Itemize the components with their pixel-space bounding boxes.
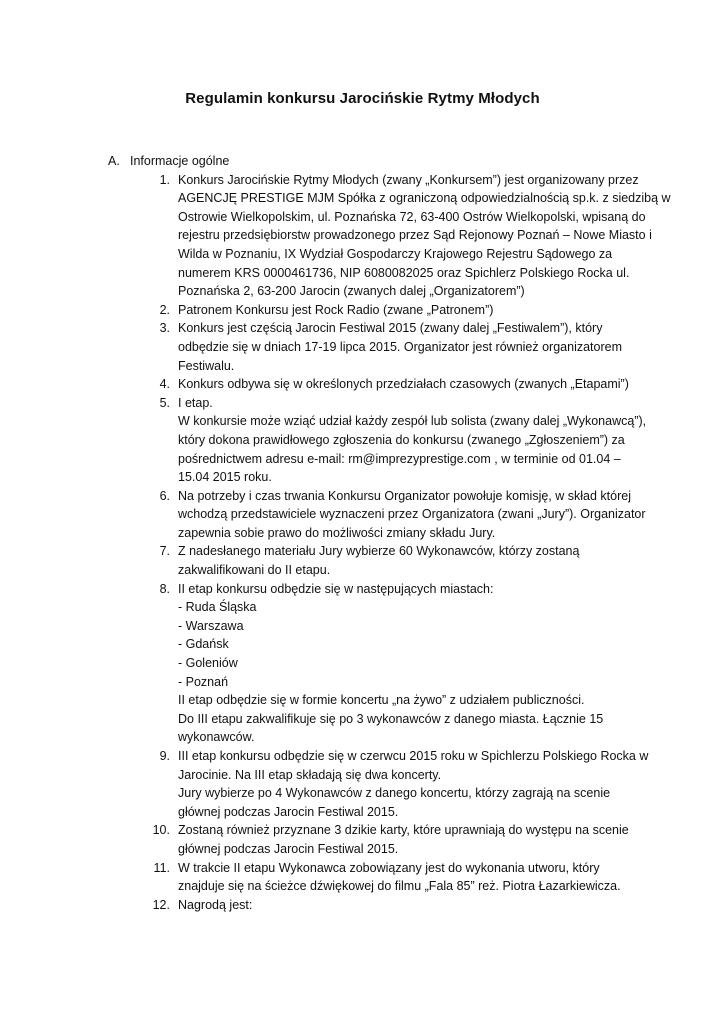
text-line: Z nadesłanego materiału Jury wybierze 60 Wykonawców, którzy zostaną — [178, 544, 580, 559]
text-line: Patronem Konkursu jest Rock Radio (zwane „Patronem”) — [178, 302, 494, 317]
list-item-number: 10. — [152, 823, 170, 838]
text-line: pośrednictwem adresu e-mail: rm@imprezyprestige.com , w terminie od 01.04 – — [178, 451, 621, 466]
list-item-text — [178, 487, 646, 543]
document-title: Regulamin konkursu Jarocińskie Rytmy Młodych — [185, 90, 540, 107]
list-item — [108, 859, 648, 896]
text-line: II etap odbędzie się w formie koncertu „na żywo” z udziałem publiczności. — [178, 693, 585, 708]
text-line: Konkurs Jarocińskie Rytmy Młodych (zwany „Konkursem”) jest organizowany przez — [178, 172, 639, 187]
list-item-text — [178, 821, 634, 858]
list-item — [108, 542, 648, 579]
list-item-number: 3. — [159, 321, 170, 336]
list-item-text — [178, 896, 634, 915]
list-item — [108, 580, 648, 747]
text-line: - Ruda Śląska — [178, 600, 257, 615]
list-item-text — [178, 301, 634, 320]
text-line: rejestru przedsiębiorstw prowadzonego przez Sąd Rejonowy Poznań – Nowe Miasto i — [178, 228, 652, 243]
list-item-text — [178, 171, 671, 301]
text-line: 15.04 2015 roku. — [178, 470, 272, 485]
text-line: W trakcie II etapu Wykonawca zobowiązany jest do wykonania utworu, który — [178, 860, 600, 875]
text-line: Poznańska 2, 63-200 Jarocin (zwanych dalej „Organizatorem”) — [178, 284, 525, 299]
list-item-text — [178, 542, 634, 579]
text-line: wykonawców. — [178, 730, 255, 745]
list-item-number: 4. — [159, 377, 170, 392]
list-item-text — [178, 859, 634, 896]
text-line: Festiwalu. — [178, 358, 235, 373]
text-line: - Goleniów — [178, 656, 238, 671]
text-line: zapewnia sobie prawo do możliwości zmiany składu Jury. — [178, 525, 496, 540]
text-line: głównej podczas Jarocin Festiwal 2015. — [178, 841, 399, 856]
text-line: który dokona prawidłowego zgłoszenia do konkursu (zwanego „Zgłoszeniem”) za — [178, 432, 625, 447]
rules-list — [108, 171, 671, 915]
text-line: Wilda w Poznaniu, IX Wydział Gospodarczy Krajowego Rejestru Sądowego za — [178, 246, 613, 261]
list-item-text — [178, 319, 634, 375]
list-item — [108, 896, 648, 915]
list-item-number: 11. — [153, 860, 170, 875]
text-line: Do III etapu zakwalifikuje się po 3 wykonawców z danego miasta. Łącznie 15 — [178, 711, 604, 726]
text-line: I etap. — [178, 395, 213, 410]
text-line: Jarocinie. Na III etap składają się dwa koncerty. — [178, 767, 442, 782]
list-item — [108, 171, 671, 301]
text-line: - Poznań — [178, 674, 229, 689]
text-line: II etap konkursu odbędzie się w następujących miastach: — [178, 581, 494, 596]
text-line: odbędzie się w dniach 17-19 lipca 2015. Organizator jest również organizatorem — [178, 339, 623, 354]
section-heading-row — [108, 152, 648, 171]
text-line: Konkurs jest częścią Jarocin Festiwal 2015 (zwany dalej „Festiwalem”), który — [178, 321, 603, 336]
section-marker: A. — [108, 154, 120, 168]
text-line: Zostaną również przyznane 3 dzikie karty, które uprawniają do występu na scenie — [178, 823, 629, 838]
list-item-number: 8. — [159, 581, 170, 596]
text-line: - Warszawa — [178, 618, 244, 633]
text-line: znajduje się na ścieżce dźwiękowej do filmu „Fala 85” reż. Piotra Łazarkiewicza. — [178, 879, 621, 894]
list-item-number: 5. — [159, 395, 170, 410]
list-item-number: 7. — [159, 544, 170, 559]
list-item — [108, 319, 648, 375]
list-item-number: 9. — [159, 749, 170, 763]
list-item — [108, 487, 648, 543]
list-item — [108, 394, 648, 487]
text-line: wchodzą przedstawiciele wyznaczeni przez Organizatora (zwani „Jury”). Organizator — [178, 507, 646, 522]
list-item — [108, 821, 648, 858]
list-item-text — [178, 394, 647, 487]
list-item — [108, 747, 648, 821]
list-item-number: 6. — [159, 488, 170, 503]
list-item-text — [178, 375, 634, 394]
text-line: Ostrowie Wielkopolskim, ul. Poznańska 72, 63-400 Ostrów Wielkopolski, wpisaną do — [178, 209, 646, 224]
text-line: Konkurs odbywa się w określonych przedziałach czasowych (zwanych „Etapami”) — [178, 377, 629, 392]
text-line: W konkursie może wziąć udział każdy zespół lub solista (zwany dalej „Wykonawcą”), — [178, 414, 647, 429]
list-item-number: 12. — [152, 897, 170, 912]
text-line: AGENCJĘ PRESTIGE MJM Spółka z ograniczoną odpowiedzialnością sp.k. z siedzibą w — [178, 191, 671, 206]
text-line: zakwalifikowani do II etapu. — [178, 563, 331, 578]
list-item-number: 2. — [159, 302, 170, 317]
list-item-text — [178, 580, 634, 747]
text-line: numerem KRS 0000461736, NIP 6080082025 oraz Spichlerz Polskiego Rocka ul. — [178, 265, 630, 280]
text-line: Nagrodą jest: — [178, 897, 253, 912]
list-item — [108, 301, 648, 320]
text-line: - Gdańsk — [178, 637, 229, 652]
text-line: Na potrzeby i czas trwania Konkursu Organizator powołuje komisję, w skład której — [178, 488, 631, 503]
list-item-number: 1. — [159, 172, 170, 187]
text-line: III etap konkursu odbędzie się w czerwcu 2015 roku w Spichlerzu Polskiego Rocka w — [178, 749, 649, 763]
text-line: Jury wybierze po 4 Wykonawców z danego koncertu, którzy zagrają na scenie — [178, 786, 611, 801]
section-general-information — [108, 152, 671, 930]
text-line: głównej podczas Jarocin Festiwal 2015. — [178, 804, 399, 819]
section-heading: Informacje ogólne — [130, 154, 230, 168]
list-item-text — [178, 747, 649, 821]
list-item — [108, 375, 648, 394]
